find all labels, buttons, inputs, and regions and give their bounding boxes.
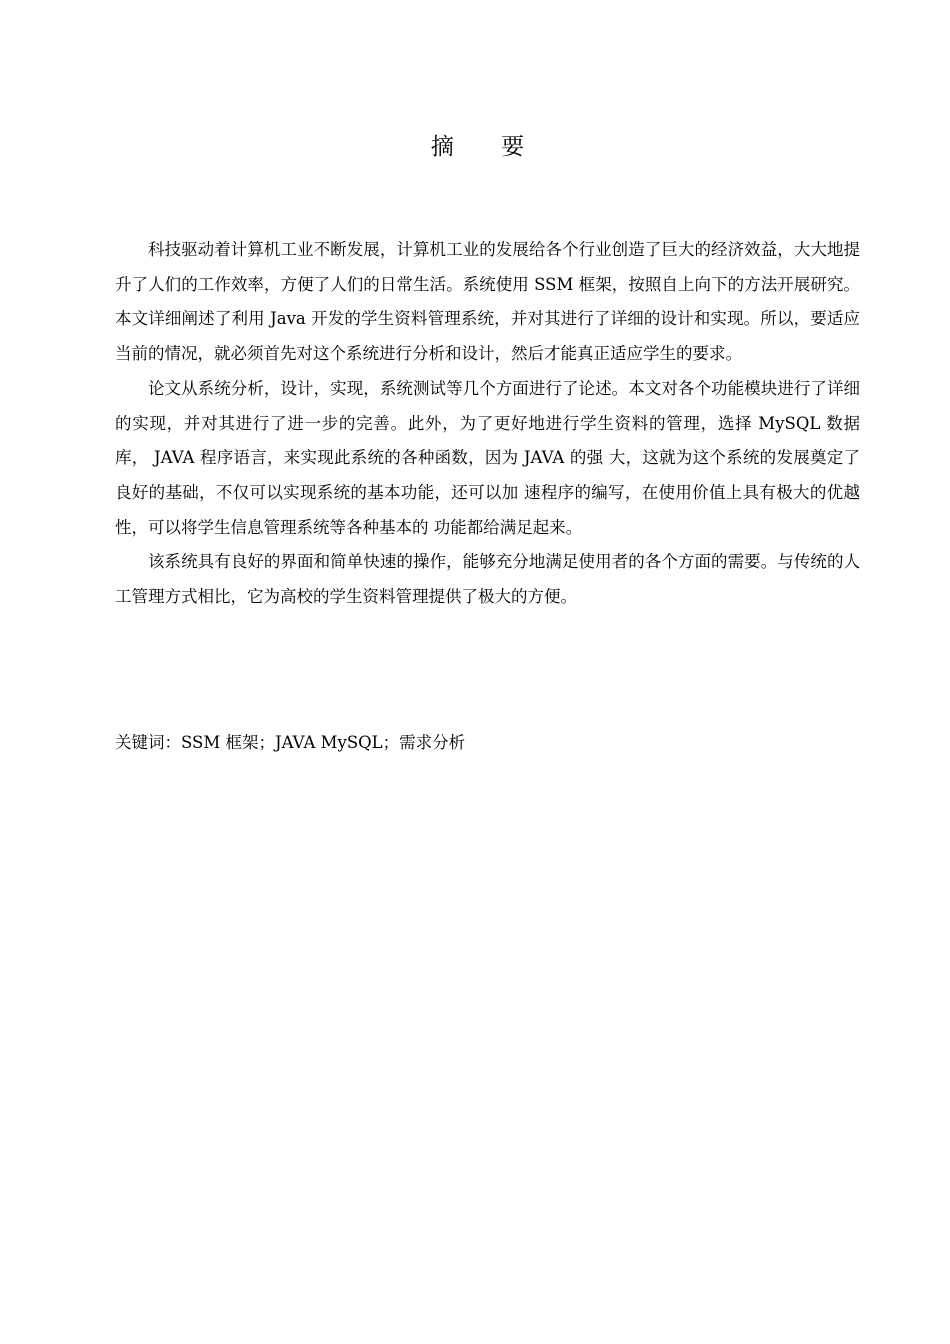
keywords-line — [115, 728, 860, 758]
keywords-label: 关键词： — [115, 733, 181, 752]
abstract-paragraph-3: 该系统具有良好的界面和简单快速的操作，能够充分地满足使用者的各个方面的需要。与传统的人工管理方式相比，它为高校的学生资料管理提供了极大的方便。 — [115, 552, 860, 607]
page-title: 摘 要 — [430, 134, 545, 160]
keywords-text: SSM 框架；JAVA MySQL；需求分析 — [181, 733, 466, 752]
abstract-paragraph-1: 科技驱动着计算机工业不断发展，计算机工业的发展给各个行业创造了巨大的经济效益，大大地提升了人们的工作效率，方便了人们的日常生活。系统使用 SSM 框架，按照自上向下的方法开展研究。本文详细阐述了利用 Java 开发的学生资料管理系统，并对其进行了详细的设计和实现。所以，要适应当前的情况，就必须首先对这个系统进行分析和设计，然后才能真正适应学生的要求。 — [115, 240, 860, 364]
abstract-body — [115, 233, 860, 615]
abstract-paragraph-2: 论文从系统分析，设计，实现，系统测试等几个方面进行了论述。本文对各个功能模块进行了详细的实现，并对其进行了进一步的完善。此外，为了更好地进行学生资料的管理，选择 MySQL 数据库， JAVA 程序语言，来实现此系统的各种函数，因为 JAVA 的强 大，这就为这个系统的发展奠定了良好的基础，不仅可以实现系统的基本功能，还可以加 速程序的编写，在使用价值上具有极大的优越性，可以将学生信息管理系统等各种基本的 功能都给满足起来。 — [115, 378, 860, 537]
